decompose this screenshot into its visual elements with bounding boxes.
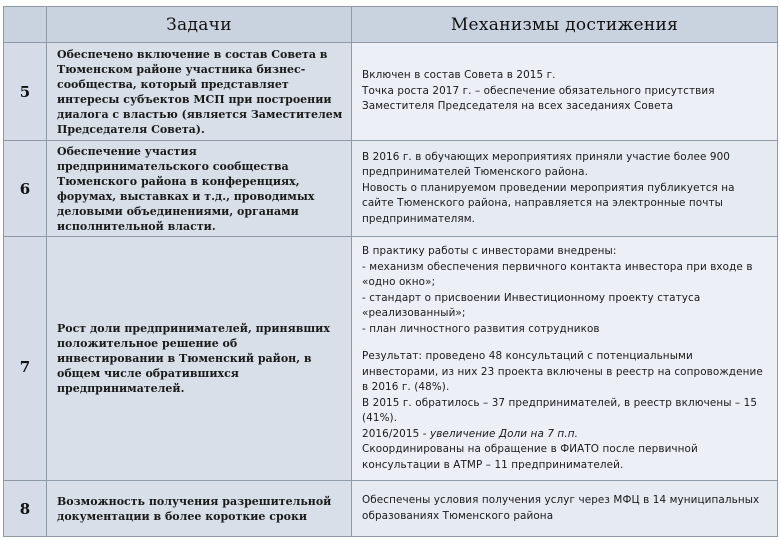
mechanism-line: Результат: проведено 48 консультаций с потенциальными инвесторами, из них 23 проекта включены в реестр на сопровождение в 2016 г. (48%).	[362, 350, 767, 393]
row-number: 8	[4, 481, 47, 537]
task-text: Обеспечено включение в состав Совета в Тюменском районе участника бизнес-сообщества, который представляет интересы субъектов МСП при построении диалога с властью (является Заместителем Председателя Совета).	[47, 43, 352, 141]
table-row	[4, 237, 778, 481]
header-number-cell	[4, 7, 47, 43]
mechanism-cell	[352, 237, 778, 481]
mechanism-line: В 2015 г. обратилось – 37 предпринимателей, в реестр включены – 15 (41%).	[362, 396, 761, 424]
task-text: Возможность получения разрешительной документации в более короткие сроки	[47, 481, 352, 537]
table-header-row	[4, 7, 778, 43]
mechanism-cell	[352, 141, 778, 237]
mechanism-line: - механизм обеспечения первичного контакта инвестора при входе в «одно окно»;	[362, 260, 756, 288]
mechanism-line: Обеспечены условия получения услуг через МФЦ в 14 муниципальных образованиях Тюменского района	[362, 494, 763, 522]
table-row	[4, 43, 778, 141]
tasks-mechanisms-table	[3, 6, 778, 537]
mechanism-line: В практику работы с инвесторами внедрены:	[362, 245, 617, 257]
mechanism-cell	[352, 43, 778, 141]
mechanism-line: - стандарт о присвоении Инвестиционному проекту статуса «реализованный»;	[362, 291, 704, 319]
ratio-increase: увеличение Доли на 7 п.п.	[429, 427, 579, 440]
mechanism-line: - план личностного развития сотрудников	[362, 322, 600, 335]
row-number: 6	[4, 141, 47, 237]
spacer	[362, 337, 769, 349]
mechanism-line: Новость о планируемом проведении мероприятия публикуется на сайте Тюменского района, направляется на электронные почты предпринимателям.	[362, 181, 739, 225]
mechanism-cell	[352, 481, 778, 537]
ratio-label: 2016/2015 -	[362, 427, 427, 440]
task-text: Обеспечение участия предпринимательского сообщества Тюменского района в конференциях, форумах, выставках и т.д., проводимых деловыми объединениями, органами исполнительной власти.	[47, 141, 352, 237]
table-row	[4, 141, 778, 237]
mechanism-line: Точка роста 2017 г. – обеспечение обязательного присутствия Заместителя Председателя на всех заседаниях Совета	[362, 84, 718, 113]
mechanism-line: Скоординированы на обращение в ФИАТО после первичной консультации в АТМР – 11 предпринимателей.	[362, 443, 702, 471]
table-row	[4, 481, 778, 537]
row-number: 7	[4, 237, 47, 481]
mechanism-line	[362, 427, 769, 443]
header-tasks: Задачи	[47, 7, 352, 43]
header-mechanisms: Механизмы достижения	[352, 7, 778, 43]
row-number: 5	[4, 43, 47, 141]
mechanism-line: Включен в состав Совета в 2015 г.	[362, 69, 556, 82]
mechanism-line: В 2016 г. в обучающих мероприятиях приняли участие более 900 предпринимателей Тюменского района.	[362, 150, 734, 179]
task-text: Рост доли предпринимателей, принявших положительное решение об инвестировании в Тюменский район, в общем числе обратившихся предпринимателей.	[47, 237, 352, 481]
